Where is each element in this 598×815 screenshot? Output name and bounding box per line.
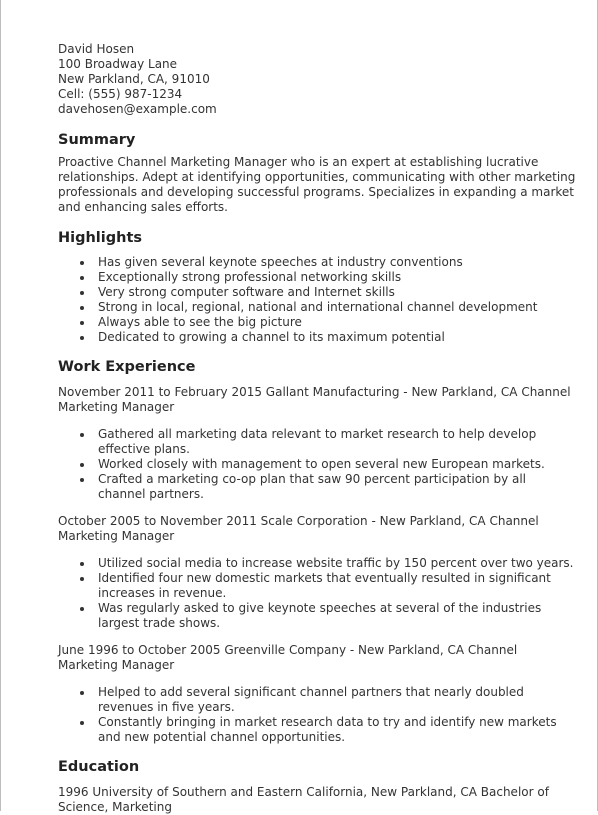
bullet-icon — [80, 478, 84, 482]
list-item-text: Always able to see the big picture — [98, 315, 302, 329]
bullet-icon — [80, 321, 84, 325]
bullet-icon — [80, 276, 84, 280]
list-item — [98, 315, 577, 330]
job-bullets — [58, 556, 577, 631]
bullet-icon — [80, 577, 84, 581]
list-item-text: Strong in local, regional, national and international channel development — [98, 300, 538, 314]
bullet-icon — [80, 463, 84, 467]
bullet-icon — [80, 291, 84, 295]
bullet-icon — [80, 336, 84, 340]
list-item — [98, 457, 577, 472]
summary-heading: Summary — [58, 132, 136, 148]
work-heading: Work Experience — [58, 359, 196, 375]
list-item — [98, 472, 577, 502]
list-item — [98, 685, 577, 715]
list-item — [98, 330, 577, 345]
contact-cell: Cell: (555) 987-1234 — [58, 87, 183, 101]
list-item-text: Was regularly asked to give keynote speeches at several of the industries largest trade shows. — [98, 601, 542, 630]
bullet-icon — [80, 306, 84, 310]
list-item-text: Identified four new domestic markets that eventually resulted in significant increases in revenue. — [98, 571, 551, 600]
list-item — [98, 715, 577, 745]
list-item-text: Very strong computer software and Internet skills — [98, 285, 395, 299]
contact-name: David Hosen — [58, 42, 135, 56]
bullet-icon — [80, 562, 84, 566]
job-header: June 1996 to October 2005 Greenville Company - New Parkland, CA Channel Marketing Manager — [58, 643, 518, 672]
list-item — [98, 556, 577, 571]
list-item-text: Has given several keynote speeches at industry conventions — [98, 255, 463, 269]
highlights-heading: Highlights — [58, 230, 143, 246]
bullet-icon — [80, 721, 84, 725]
job-header: November 2011 to February 2015 Gallant Manufacturing - New Parkland, CA Channel Marketing Manager — [58, 385, 571, 414]
bullet-icon — [80, 261, 84, 265]
bullet-icon — [80, 433, 84, 437]
list-item-text: Exceptionally strong professional networking skills — [98, 270, 402, 284]
list-item — [98, 427, 577, 457]
list-item — [98, 571, 577, 601]
list-item-text: Dedicated to growing a channel to its maximum potential — [98, 330, 445, 344]
list-item — [98, 255, 577, 270]
job-header: October 2005 to November 2011 Scale Corporation - New Parkland, CA Channel Marketing Manager — [58, 514, 539, 543]
list-item-text: Worked closely with management to open several new European markets. — [98, 457, 545, 471]
list-item-text: Gathered all marketing data relevant to market research to help develop effective plans. — [98, 427, 537, 456]
list-item-text: Helped to add several significant channel partners that nearly doubled revenues in five years. — [98, 685, 524, 714]
contact-address: 100 Broadway Lane — [58, 57, 178, 71]
summary-text: Proactive Channel Marketing Manager who is an expert at establishing lucrative relationships. Adept at identifying opportunities, communicating with other marketing professionals and developing successful programs. Specializes in expanding a market and enhancing sales efforts. — [58, 155, 576, 214]
job-bullets — [58, 685, 577, 745]
contact-email: davehosen@example.com — [58, 102, 217, 116]
job-bullets — [58, 427, 577, 502]
education-heading: Education — [58, 759, 140, 775]
list-item — [98, 285, 577, 300]
contact-block — [58, 42, 577, 117]
list-item — [98, 270, 577, 285]
bullet-icon — [80, 607, 84, 611]
list-item-text: Crafted a marketing co-op plan that saw 90 percent participation by all channel partners. — [98, 472, 527, 501]
contact-city: New Parkland, CA, 91010 — [58, 72, 210, 86]
bullet-icon — [80, 691, 84, 695]
list-item — [98, 601, 577, 631]
education-text: 1996 University of Southern and Eastern California, New Parkland, CA Bachelor of Science, Marketing — [58, 785, 549, 814]
highlights-list — [58, 255, 577, 345]
list-item-text: Constantly bringing in market research data to try and identify new markets and new potential channel opportunities. — [98, 715, 557, 744]
list-item — [98, 300, 577, 315]
list-item-text: Utilized social media to increase website traffic by 150 percent over two years. — [98, 556, 574, 570]
